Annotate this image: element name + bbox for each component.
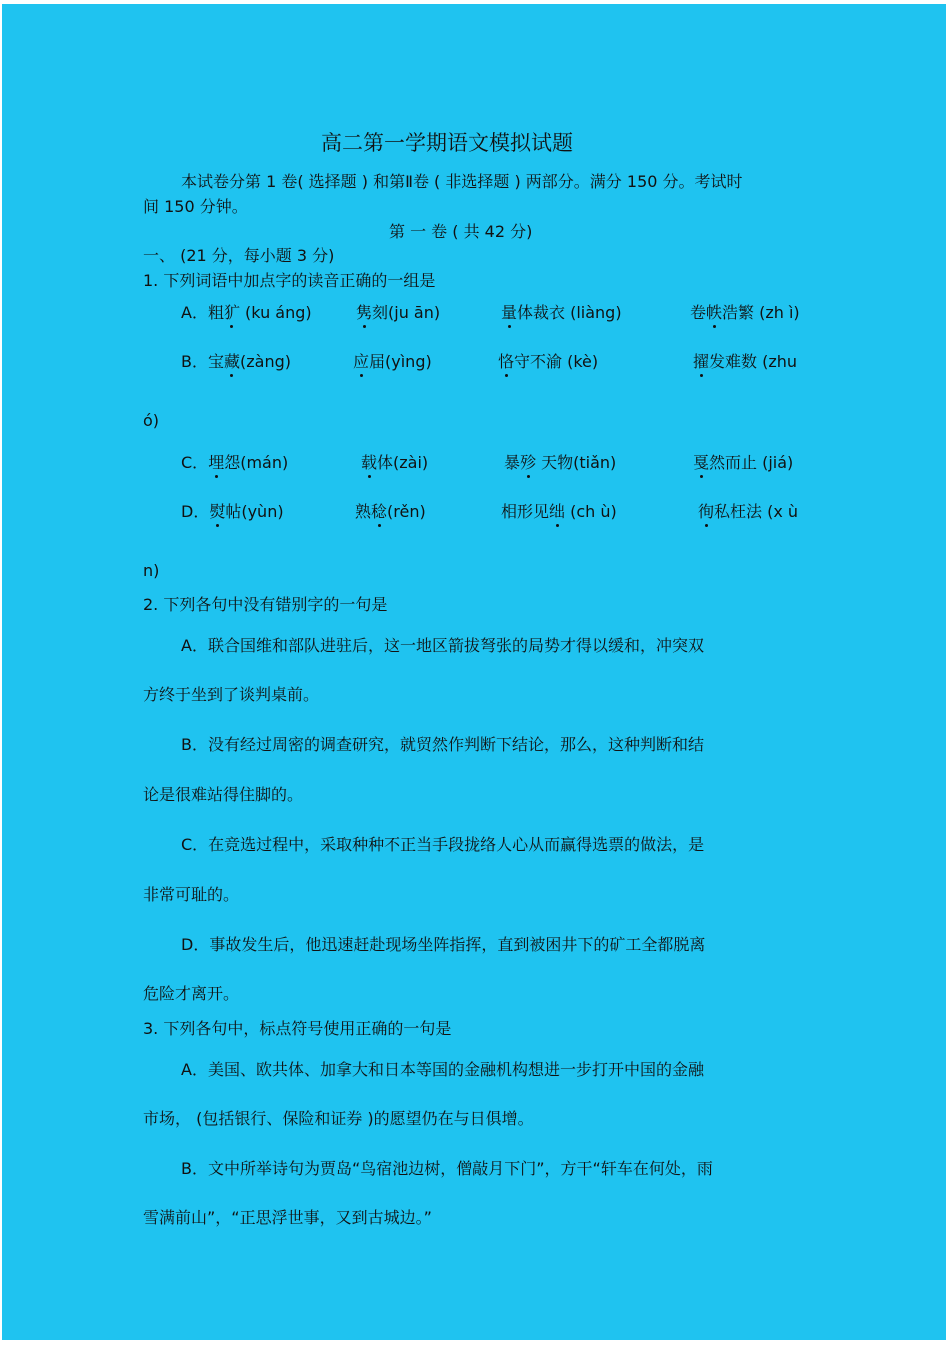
- q1-b1-dotted: 藏: [223, 352, 240, 371]
- q1-option-a-item-3: [501, 303, 622, 323]
- q1-a3-dotted: 量: [501, 303, 518, 322]
- q1-b2-post: 届(yìng): [369, 352, 432, 371]
- q1-d4-post: 私枉法 (x ù: [714, 502, 799, 521]
- q2-option-a-line-1: A．联合国维和部队进驻后，这一地区箭拔弩张的局势才得以缓和，冲突双: [181, 636, 704, 655]
- q1-c3-dotted: 殄: [520, 453, 537, 472]
- q1-c2-dotted: 载: [361, 453, 378, 472]
- q1-d3-post: (ch ù): [565, 502, 617, 521]
- q1-b4-dotted: 擢: [693, 352, 710, 371]
- q1-stem: 1. 下列词语中加点字的读音正确的一组是: [143, 271, 436, 290]
- q1-c4-dotted: 戛: [693, 453, 710, 472]
- intro-line-2: 间 150 分钟。: [143, 197, 248, 216]
- q1-a4-post: 浩繁 (zh ì): [722, 303, 800, 322]
- q1-option-d-item-2: [355, 502, 426, 522]
- q1-a1-pre: A．粗: [181, 303, 224, 322]
- q1-d2-dotted: 稔: [371, 502, 388, 521]
- q1-b1-pre: B．宝: [181, 352, 224, 371]
- q1-b2-dotted: 应: [353, 352, 370, 371]
- q3-option-a-line-2: 市场， (包括银行、保险和证券 )的愿望仍在与日俱增。: [143, 1109, 534, 1128]
- q3-option-a-line-1: A．美国、欧共体、加拿大和日本等国的金融机构想进一步打开中国的金融: [181, 1060, 704, 1079]
- page-title: 高二第一学期语文模拟试题: [321, 131, 573, 155]
- q1-b1-post: (zàng): [240, 352, 291, 371]
- q3-option-b-line-2: 雪满前山”，“正思浮世事，又到古城边。”: [143, 1208, 432, 1227]
- q1-d4-dotted: 徇: [698, 502, 715, 521]
- q1-b4-post: 发难数 (zhu: [709, 352, 798, 371]
- q1-b3-dotted: 恪: [498, 352, 515, 371]
- q1-option-b-item-3: [498, 352, 598, 372]
- q2-option-b-line-1: B．没有经过周密的调查研究，就贸然作判断下结论，那么，这种判断和结: [181, 735, 704, 754]
- q1-d1-dotted: 熨: [209, 502, 226, 521]
- q1-c1-pre: C．: [181, 453, 209, 472]
- q1-d2-pre: 熟: [355, 502, 372, 521]
- q1-d1-post: 帖(yùn): [225, 502, 284, 521]
- q1-option-b-wrap: ó): [143, 411, 160, 430]
- q1-option-c-item-3: [504, 453, 616, 473]
- q1-d1-pre: D．: [181, 502, 210, 521]
- q1-d3-pre: 相形见: [501, 502, 550, 521]
- q2-option-c-line-2: 非常可耻的。: [143, 885, 240, 904]
- q1-a4-pre: 卷: [690, 303, 707, 322]
- q1-d2-post: (rěn): [387, 502, 426, 521]
- q1-option-d-item-4: [698, 502, 798, 522]
- q1-d3-dotted: 绌: [549, 502, 566, 521]
- q2-option-a-line-2: 方终于坐到了谈判桌前。: [143, 685, 320, 704]
- q1-c1-post: 怨(mán): [224, 453, 289, 472]
- q3-option-b-line-1: B．文中所举诗句为贾岛“鸟宿池边树，僧敲月下门”，方干“轩车在何处，雨: [181, 1159, 713, 1178]
- q1-c2-post: 体(zài): [377, 453, 429, 472]
- q3-stem: 3. 下列各句中，标点符号使用正确的一句是: [143, 1019, 452, 1038]
- q1-a2-post: 刻(ju ān): [372, 303, 441, 322]
- q2-stem: 2. 下列各句中没有错别字的一句是: [143, 595, 388, 614]
- q2-option-d-line-1: D．事故发生后，他迅速赶赴现场坐阵指挥，直到被困井下的矿工全都脱离: [181, 935, 706, 954]
- q1-option-b-item-2: [353, 352, 432, 372]
- q1-option-a-item-1: [181, 303, 312, 323]
- intro-line-1: 本试卷分第 1 卷( 选择题 ) 和第Ⅱ卷 ( 非选择题 ) 两部分。满分 150 分。考试时: [181, 172, 743, 191]
- q1-a3-post: 体裁衣 (liàng): [517, 303, 622, 322]
- q1-b3-post: 守不渝 (kè): [514, 352, 599, 371]
- q1-c1-dotted: 埋: [208, 453, 225, 472]
- q2-option-c-line-1: C．在竞选过程中，采取种种不正当手段拢络人心从而赢得选票的做法，是: [181, 835, 705, 854]
- document-page: [2, 4, 946, 1340]
- q2-option-d-line-2: 危险才离开。: [143, 984, 240, 1003]
- q1-c3-pre: 暴: [504, 453, 521, 472]
- q1-option-d-wrap: n): [143, 561, 160, 580]
- q1-c4-post: 然而止 (jiá): [709, 453, 794, 472]
- q1-option-d-item-3: [501, 502, 617, 522]
- q1-a1-dotted: 犷: [223, 303, 240, 322]
- q1-option-a-item-2: [356, 303, 440, 323]
- q1-c3-post: 天物(tiǎn): [536, 453, 617, 472]
- q1-option-b-item-1: [181, 352, 291, 372]
- q1-option-c-item-4: [693, 453, 793, 473]
- q1-option-c-item-1: [181, 453, 288, 473]
- q1-option-c-item-2: [361, 453, 428, 473]
- q2-option-b-line-2: 论是很难站得住脚的。: [143, 785, 304, 804]
- q1-a2-dotted: 隽: [356, 303, 373, 322]
- volume-heading: 第 一 卷 ( 共 42 分): [389, 222, 533, 241]
- q1-a4-dotted: 帙: [706, 303, 723, 322]
- q1-a1-post: (ku áng): [239, 303, 312, 322]
- q1-option-d-item-1: [181, 502, 284, 522]
- q1-option-a-item-4: [690, 303, 800, 323]
- q1-option-b-item-4: [693, 352, 797, 372]
- section-heading: 一、 (21 分，每小题 3 分): [143, 246, 335, 265]
